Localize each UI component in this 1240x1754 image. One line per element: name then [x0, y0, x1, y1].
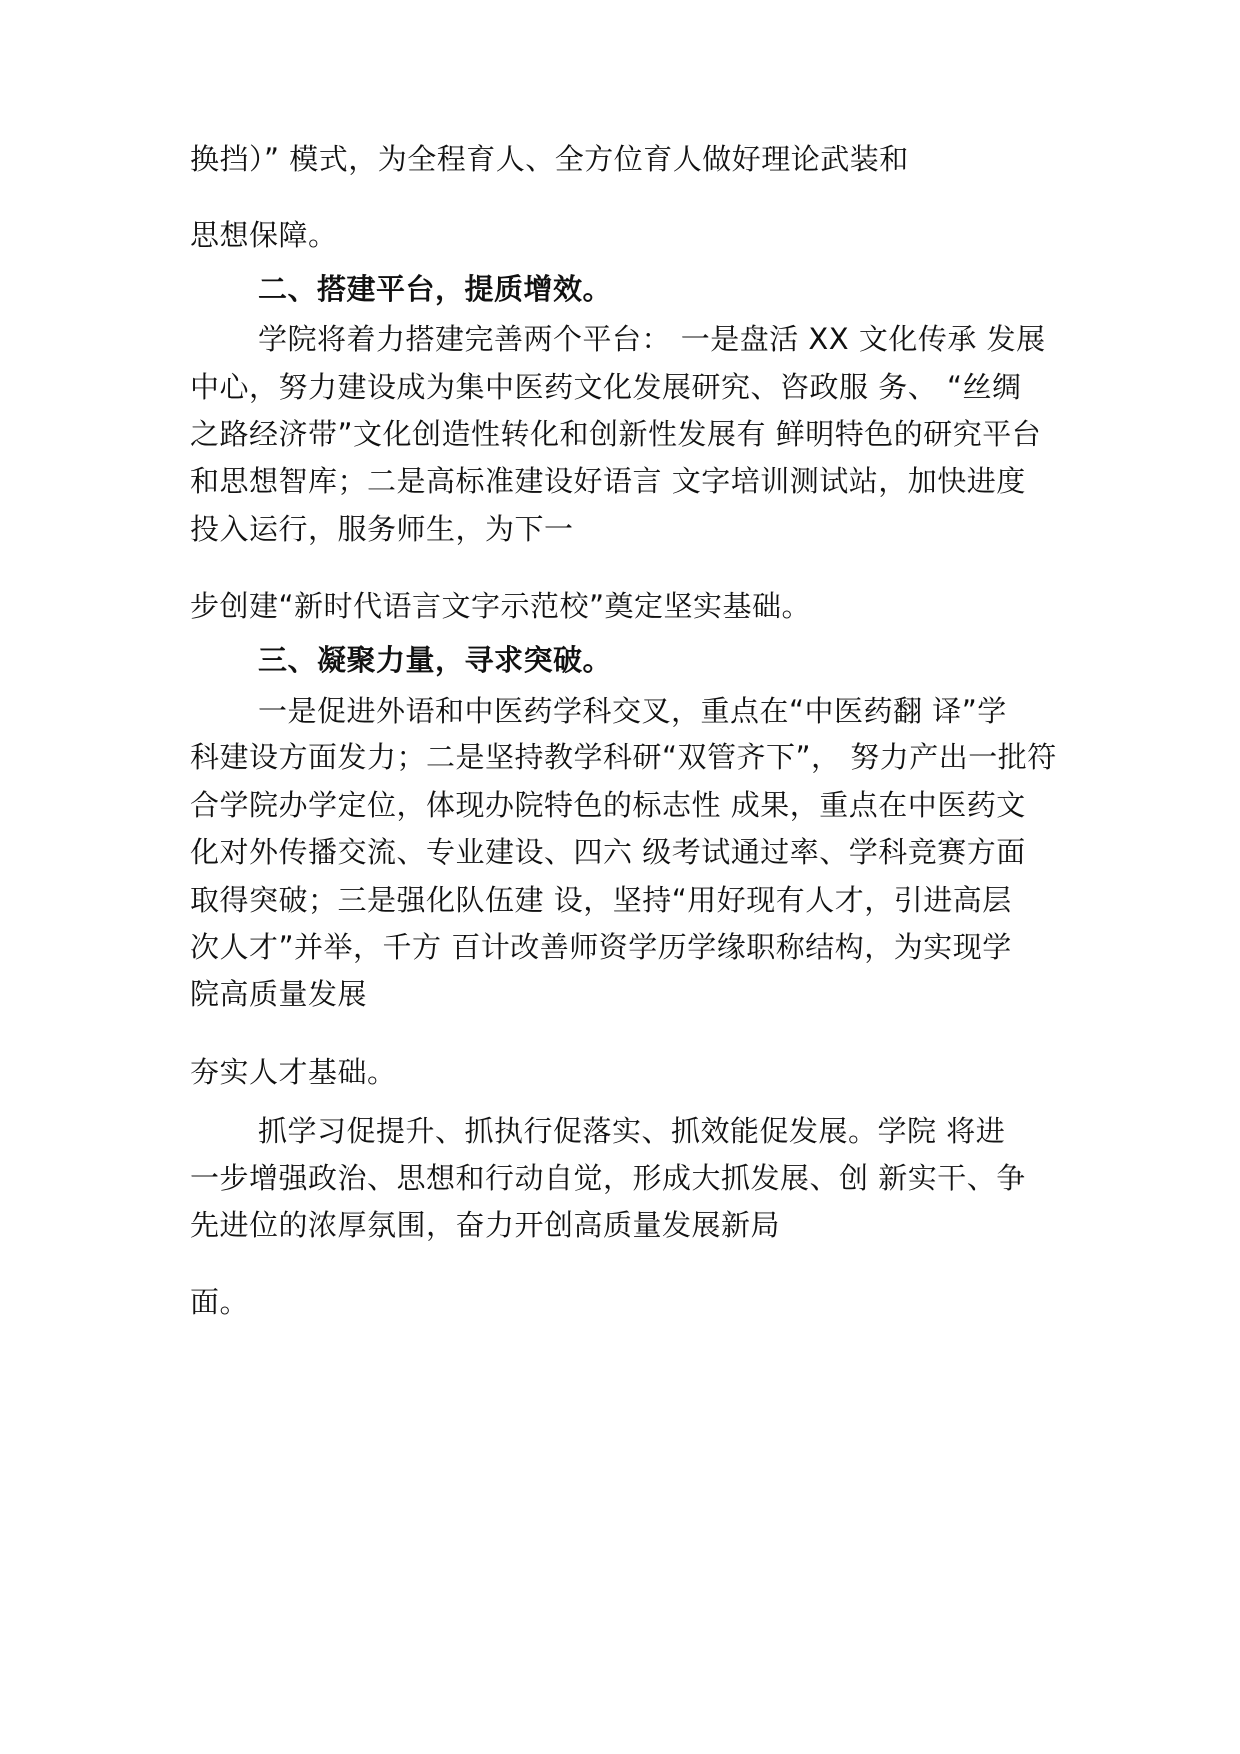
section-heading-3: 三、凝聚力量，寻求突破。 [258, 643, 613, 677]
paragraph-line: 一是促进外语和中医药学科交叉，重点在“中医药翻 译”学 [258, 694, 1007, 728]
paragraph-line: 合学院办学定位，体现办院特色的标志性 成果，重点在中医药文 [190, 788, 1026, 822]
paragraph-line: 先进位的浓厚氛围，奋力开创高质量发展新局 [190, 1208, 781, 1242]
paragraph-line: 院高质量发展 [190, 977, 368, 1011]
paragraph-line: 面。 [190, 1285, 250, 1319]
paragraph-line: 抓学习促提升、抓执行促落实、抓效能促发展。学院 将进 [258, 1114, 1006, 1148]
paragraph-line: 思想保障。 [190, 218, 338, 252]
paragraph-line: 科建设方面发力；二是坚持教学科研“双管齐下”， 努力产出一批符 [190, 740, 1057, 774]
paragraph-line: 之路经济带”文化创造性转化和创新性发展有 鲜明特色的研究平台 [190, 417, 1042, 451]
paragraph-line: 和思想智库；二是高标准建设好语言 文字培训测试站，加快进度 [190, 464, 1026, 498]
paragraph-line: 中心，努力建设成为集中医药文化发展研究、咨政服 务、 “丝绸 [190, 370, 1022, 404]
paragraph-line: 次人才”并举，千方 百计改善师资学历学缘职称结构，为实现学 [190, 930, 1012, 964]
paragraph-line: 化对外传播交流、专业建设、四六 级考试通过率、学科竞赛方面 [190, 835, 1026, 869]
paragraph-line: 取得突破；三是强化队伍建 设，坚持“用好现有人才，引进高层 [190, 883, 1012, 917]
paragraph-line: 学院将着力搭建完善两个平台： 一是盘活 XX 文化传承 发展 [258, 322, 1046, 356]
paragraph-line: 步创建“新时代语言文字示范校”奠定坚实基础。 [190, 589, 812, 623]
paragraph-line: 夯实人才基础。 [190, 1055, 397, 1089]
paragraph-line: 一步增强政治、思想和行动自觉，形成大抓发展、创 新实干、争 [190, 1161, 1026, 1195]
paragraph-line: 投入运行，服务师生，为下一 [190, 512, 574, 546]
paragraph-line: 换挡）” 模式，为全程育人、全方位育人做好理论武装和 [190, 142, 909, 176]
section-heading-2: 二、搭建平台，提质增效。 [258, 272, 613, 306]
